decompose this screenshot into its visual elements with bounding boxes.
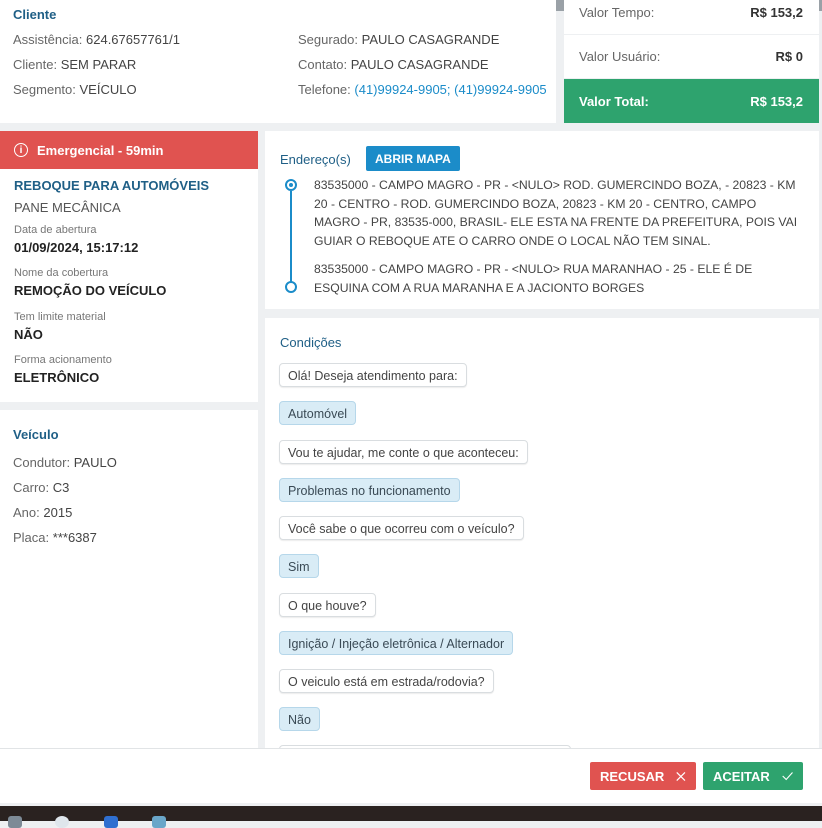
ano-row xyxy=(13,505,72,520)
condicao-pergunta: Você sabe o que ocorreu com o veículo? xyxy=(279,516,524,540)
valor-tempo-value: R$ 153,2 xyxy=(750,5,803,20)
acionamento-label: Forma acionamento xyxy=(14,354,112,366)
route-line xyxy=(290,191,292,283)
condicao-resposta: Não xyxy=(279,707,320,731)
endereco-destino: 83535000 - CAMPO MAGRO - PR - <NULO> RUA MARANHAO - 25 - ELE É DE ESQUINA COM A RUA MARANHA E A JACIONTO BORGES xyxy=(314,262,753,295)
action-footer xyxy=(0,748,822,803)
app-window-icon[interactable] xyxy=(152,816,166,828)
condicao-resposta: Ignição / Injeção eletrônica / Alternador xyxy=(279,631,513,655)
origin-marker-icon xyxy=(285,179,297,191)
segmento-row xyxy=(13,82,137,97)
cliente-value: SEM PARAR xyxy=(60,57,137,72)
assistencia-label: Assistência: xyxy=(13,32,83,47)
condicao-resposta: Automóvel xyxy=(279,401,356,425)
condicao-pergunta: Vou te ajudar, me conte o que aconteceu: xyxy=(279,440,528,464)
placa-value: ***6387 xyxy=(52,530,97,545)
browser-icon[interactable] xyxy=(55,816,69,828)
carro-label: Carro: xyxy=(13,480,50,495)
placa-row xyxy=(13,530,97,545)
valor-tempo-row xyxy=(564,0,819,34)
check-icon xyxy=(782,770,793,782)
endereco-origem: 83535000 - CAMPO MAGRO - PR - <NULO> ROD. GUMERCINDO BOZA, - 20823 - KM 20 - CENTRO - ROD. GUMERCINDO BOZA, 20823 - KM 20 - CENTRO, CAMPO MAGRO - PR, 83535-000, BRASIL- ELE ESTA NA FRENTE DA PREFEITURA, POIS VAI GUIAR O REBOQUE ATE O CARRO ONDE O LOCAL NÃO TEM SINAL. xyxy=(314,178,798,248)
valor-usuario-value: R$ 0 xyxy=(775,49,803,64)
contato-label: Contato: xyxy=(298,57,348,72)
cliente-row xyxy=(13,57,136,72)
segurado-value: PAULO CASAGRANDE xyxy=(361,32,500,47)
enderecos-card xyxy=(265,131,819,309)
cobertura-value: REMOÇÃO DO VEÍCULO xyxy=(14,283,167,298)
assistencia-value: 624.67657761/1 xyxy=(86,32,180,47)
condicao-resposta: Sim xyxy=(279,554,319,578)
motivo-text: PANE MECÂNICA xyxy=(14,200,121,215)
emergencial-label: Emergencial - 59min xyxy=(37,142,164,158)
acionamento-value: ELETRÔNICO xyxy=(14,370,100,385)
condicao-pergunta: Olá! Deseja atendimento para: xyxy=(279,363,467,387)
segmento-label: Segmento: xyxy=(13,82,76,97)
data-abertura-value: 01/09/2024, 15:17:12 xyxy=(14,240,139,255)
destination-marker-icon xyxy=(285,281,297,293)
assistencia-row xyxy=(13,32,180,47)
condutor-label: Condutor: xyxy=(13,455,71,470)
app-icon[interactable] xyxy=(104,816,118,828)
servico-title: REBOQUE PARA AUTOMÓVEIS xyxy=(14,178,210,193)
condutor-value: PAULO xyxy=(73,455,117,470)
data-abertura-label: Data de abertura xyxy=(14,224,97,236)
valor-usuario-label: Valor Usuário: xyxy=(579,49,661,64)
emergencial-header xyxy=(0,131,258,169)
ano-value: 2015 xyxy=(43,505,73,520)
placa-label: Placa: xyxy=(13,530,50,545)
valor-total-value: R$ 153,2 xyxy=(750,93,803,109)
servico-card xyxy=(0,131,258,402)
telefone-row xyxy=(298,82,547,97)
segmento-value: VEÍCULO xyxy=(79,82,137,97)
condutor-row xyxy=(13,455,117,470)
cliente-title: Cliente xyxy=(13,7,57,22)
valor-usuario-row xyxy=(564,35,819,78)
abrir-mapa-button[interactable]: ABRIR MAPA xyxy=(366,146,460,171)
alert-circle-icon: i xyxy=(14,143,28,157)
telefone-link[interactable]: (41)99924-9905; (41)99924-9905 xyxy=(354,82,547,97)
cobertura-label: Nome da cobertura xyxy=(14,267,109,279)
close-x-icon xyxy=(676,770,686,783)
veiculo-card xyxy=(0,410,258,750)
condicoes-card xyxy=(265,318,819,750)
aceitar-button[interactable] xyxy=(703,762,803,790)
valor-total-row xyxy=(564,79,819,123)
telefone-label: Telefone: xyxy=(298,82,351,97)
limite-label: Tem limite material xyxy=(14,311,106,323)
segurado-label: Segurado: xyxy=(298,32,358,47)
limite-value: NÃO xyxy=(14,327,43,342)
valor-tempo-label: Valor Tempo: xyxy=(579,5,655,20)
condicao-resposta: Problemas no funcionamento xyxy=(279,478,460,502)
cliente-card xyxy=(0,0,556,123)
condicao-pergunta: O que houve? xyxy=(279,593,376,617)
ano-label: Ano: xyxy=(13,505,40,520)
contato-row xyxy=(298,57,489,72)
carro-row xyxy=(13,480,69,495)
file-explorer-icon[interactable] xyxy=(8,816,22,828)
enderecos-title: Endereço(s) xyxy=(280,152,351,167)
recusar-label: RECUSAR xyxy=(600,768,665,784)
contato-value: PAULO CASAGRANDE xyxy=(350,57,489,72)
segurado-row xyxy=(298,32,499,47)
valores-card xyxy=(564,0,819,123)
valor-total-label: Valor Total: xyxy=(579,93,649,109)
recusar-button[interactable] xyxy=(590,762,696,790)
veiculo-title: Veículo xyxy=(13,427,59,442)
aceitar-label: ACEITAR xyxy=(713,768,770,784)
condicao-pergunta: O veiculo está em estrada/rodovia? xyxy=(279,669,494,693)
condicoes-title: Condições xyxy=(280,335,342,350)
os-taskbar xyxy=(0,806,822,821)
cliente-label: Cliente: xyxy=(13,57,58,72)
carro-value: C3 xyxy=(52,480,70,495)
